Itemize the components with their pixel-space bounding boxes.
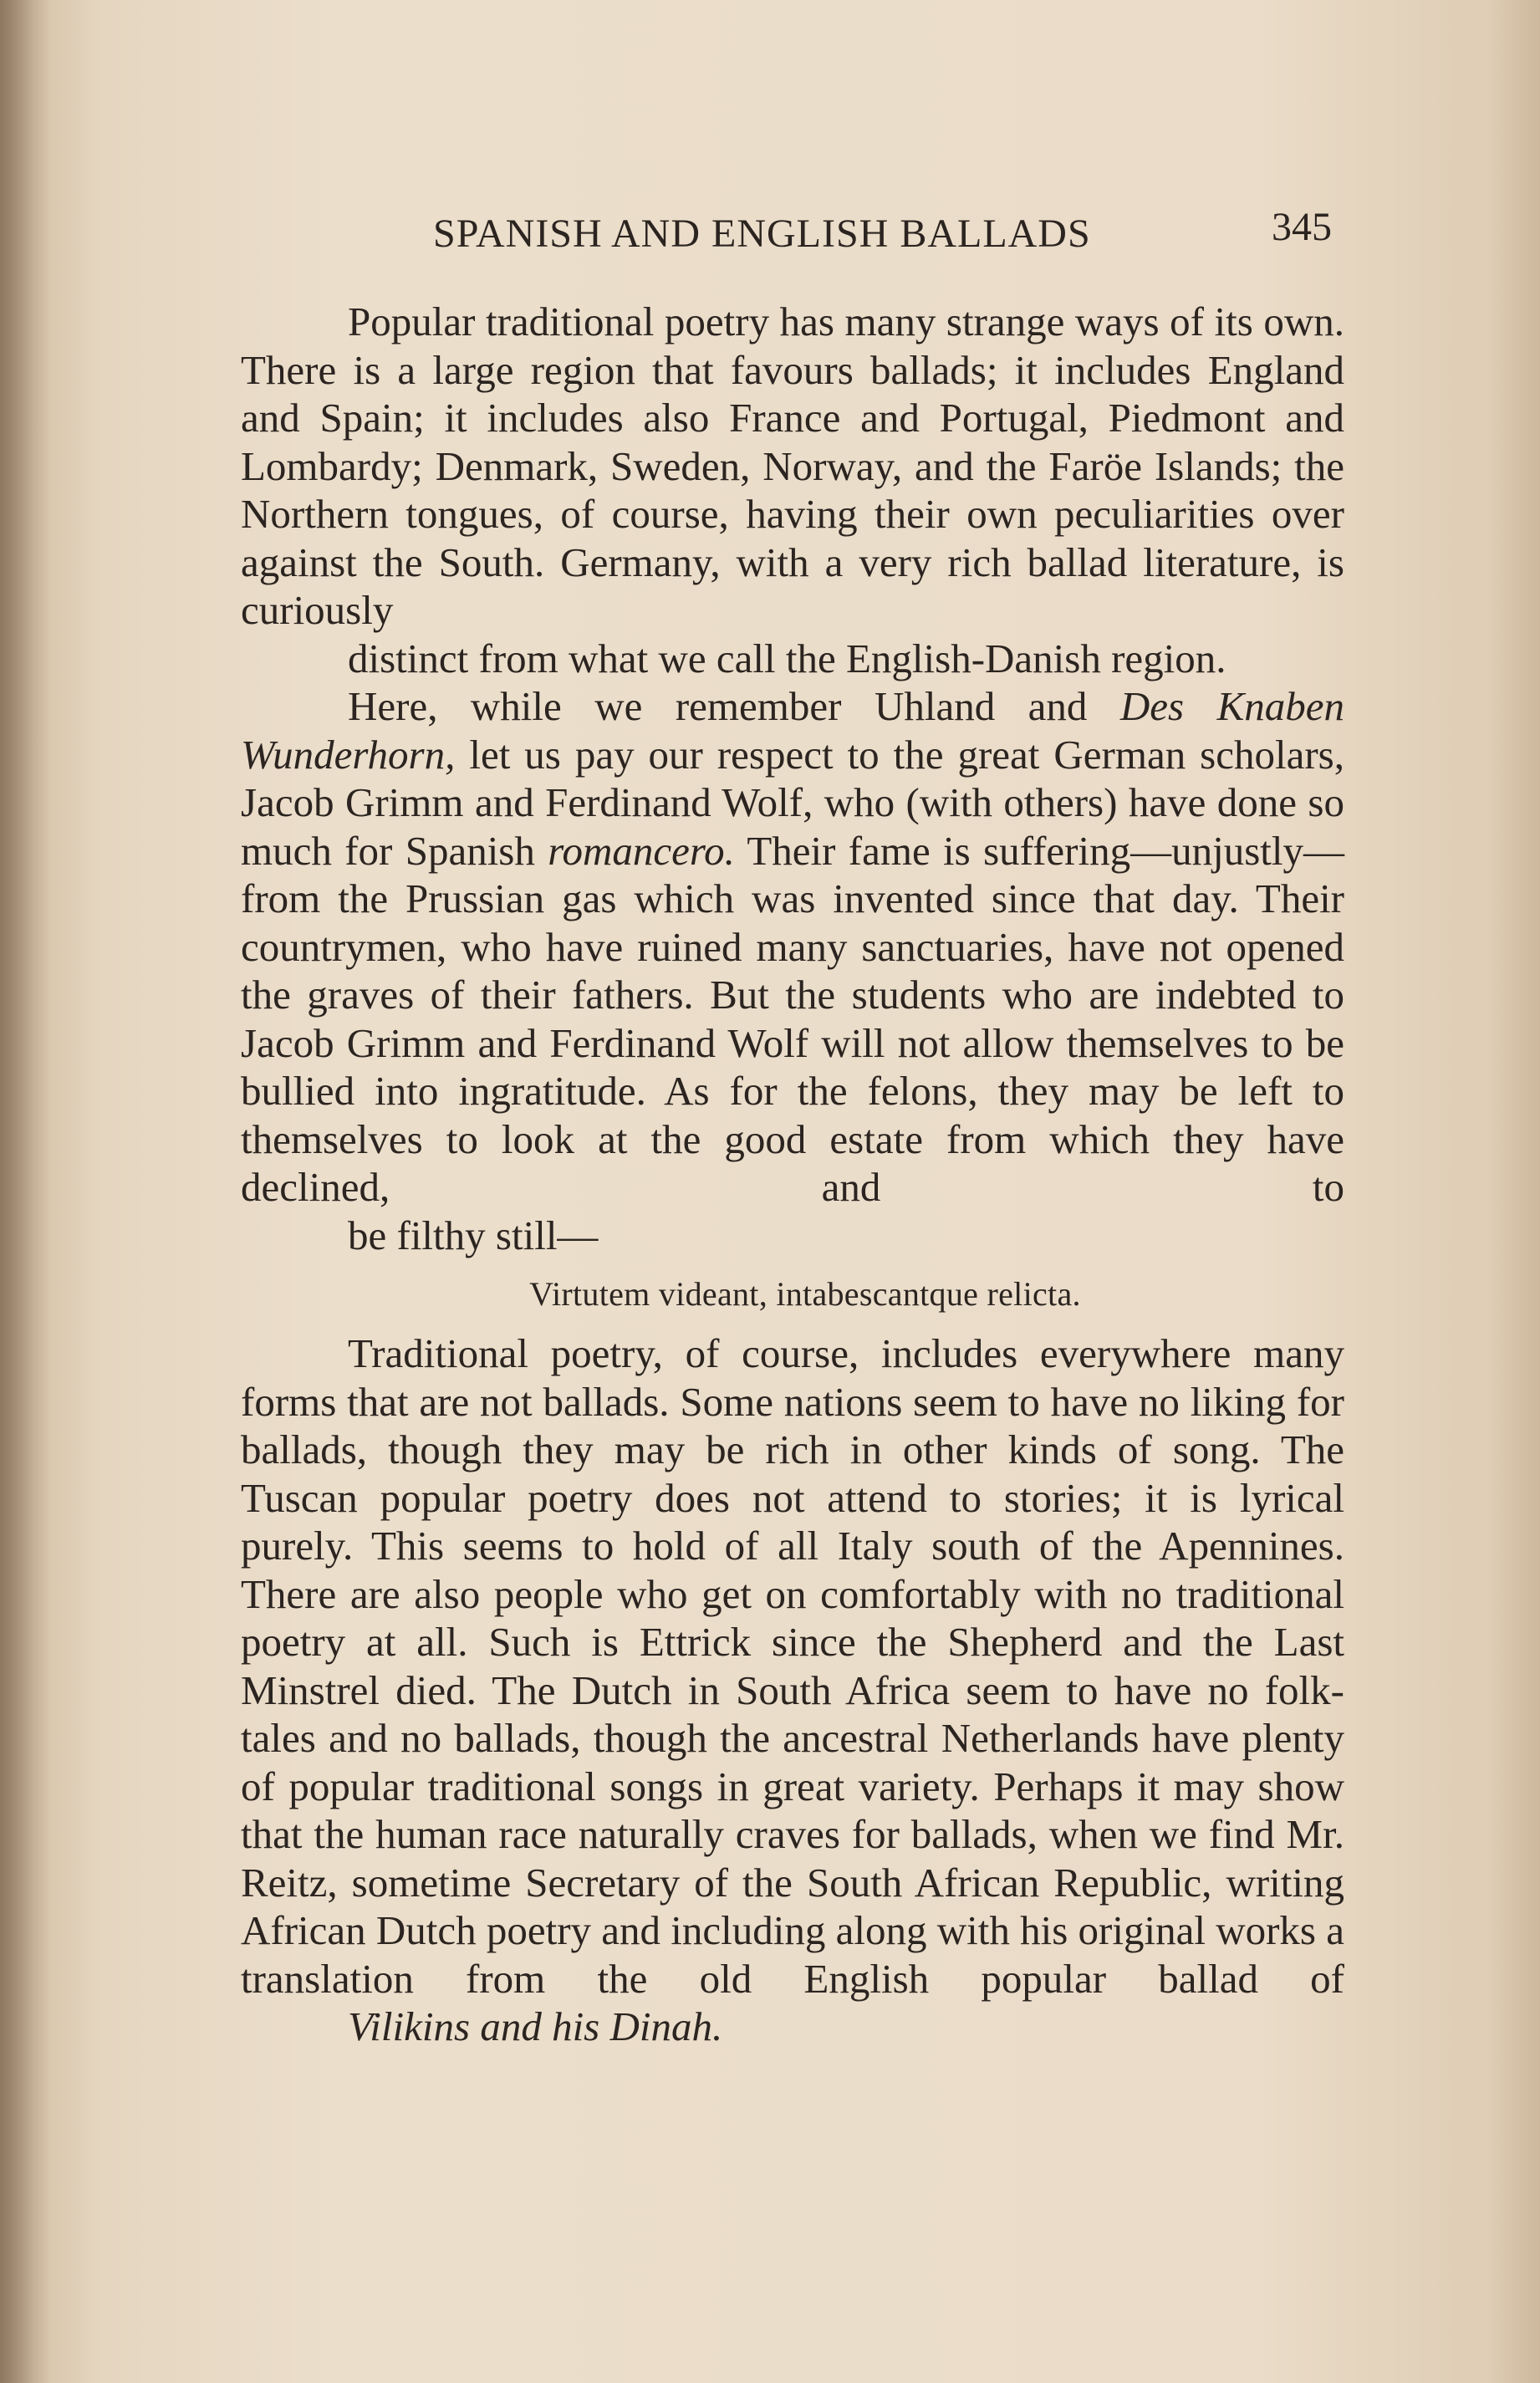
paragraph-2 [241,682,1344,1259]
paragraph-3-italic-ballad-title: Vilikins and his Dinah. [348,2003,723,2049]
page-number: 345 [1272,205,1332,249]
latin-quotation: Virtutem videant, intabescantque relicta. [529,1275,1081,1313]
running-title: SPANISH AND ENGLISH BALLADS [433,212,1091,256]
paragraph-3-text: Traditional poetry, of course, includes everywhere many forms that are not ballads. Some nations seem to have no liking for ballads, though they may be rich in other kinds of song. The Tuscan popular poetry does not attend to stories; it is lyrical purely. This seems to hold of all Italy south of the Apennines. There are also people who get on comfortably with no traditional poetry at all. Such is Ettrick since the Shepherd and the Last Minstrel died. The Dutch in South Africa seem to have no folk-tales and no ballads, though the ancestral Netherlands have plenty of popular traditional songs in great variety. Perhaps it may show that the human race naturally craves for ballads, when we find Mr. Reitz, sometime Secretary of the South African Republic, writing African Dutch poetry and including along with his original works a translation from the old English popular ballad of [241,1330,1344,2002]
page-header [433,204,1332,263]
paragraph-1-last-line: distinct from what we call the English-Danish region. [348,635,1226,681]
paragraph-1-text: Popular traditional poetry has many strange ways of its own. There is a large region that favours ballads; it includes England and Spain; it includes also France and Portugal, Piedmont and Lombardy; Denmark, Sweden, Norway, and the Faröe Islands; the Northern tongues, of course, having their own peculiarities over against the South. Germany, with a very rich ballad literature, is curiously [241,299,1344,633]
body-text [241,298,1344,2051]
paragraph-2-italic-romancero: romancero. [548,827,735,874]
paragraph-1 [241,298,1344,682]
paragraph-2-last-line: be filthy still— [348,1212,599,1258]
paragraph-2-text-b: let us pay our respect to the great German scholars, Jacob Grimm and Ferdinand Wolf, who (with others) have done so much for Spanish [241,731,1344,874]
gutter-shadow [0,0,50,2383]
paragraph-2-text-c: Their fame is suffering—unjustly—from the Prussian gas which was invented since that day. Their countrymen, who have ruined many sanctuaries, have not opened the graves of their fathers. But the students who are indebted to Jacob Grimm and Ferdinand Wolf will not allow themselves to be bullied into ingratitude. As for the felons, they may be left to themselves to look at the good estate from which they have declined, and to [241,827,1344,1210]
paragraph-3 [241,1329,1344,2051]
paragraph-2-italic-title: Des Knaben Wunderhorn, [241,683,1344,778]
paragraph-2-text-a: Here, while we remember Uhland and [348,683,1120,729]
